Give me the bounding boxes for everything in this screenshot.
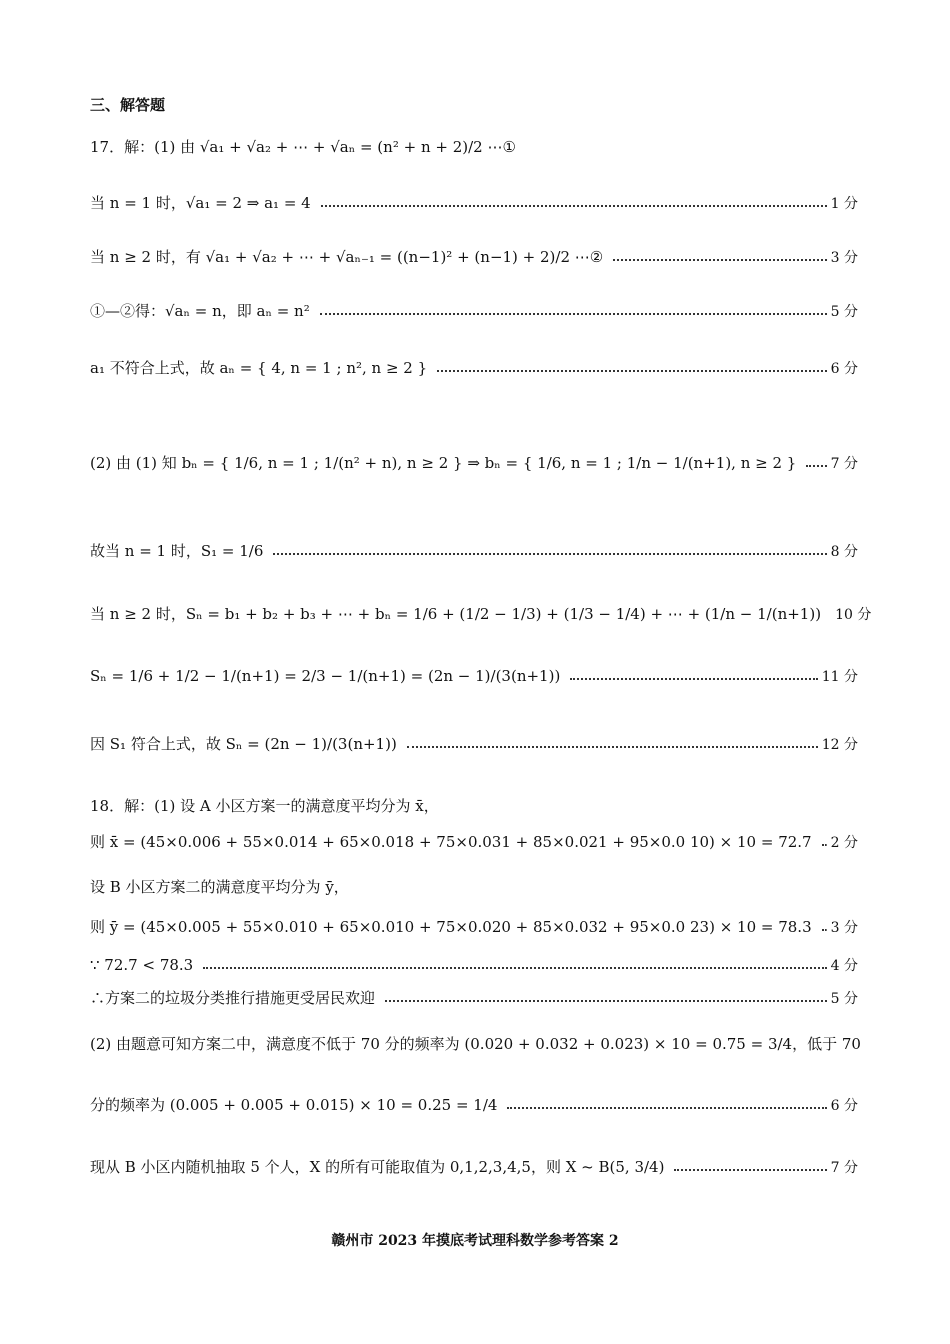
line-ybar-def: 设 B 小区方案二的满意度平均分为 ȳ， bbox=[90, 878, 349, 896]
line-n1: 当 n = 1 时，√a₁ = 2 ⇒ a₁ = 4 1 分 bbox=[90, 194, 858, 212]
line-sn-final: 因 S₁ 符合上式，故 Sₙ = (2n − 1)/(3(n+1)) 12 分 bbox=[90, 735, 858, 753]
line-bn: (2) 由 (1) 知 bₙ = { 1/6, n = 1 ; 1/(n² + n), n ≥ 2 } ⇒ bₙ = { 1/6, n = 1 ; 1/n − 1/(n+1), n ≥ 2 } 7 分 bbox=[90, 454, 858, 472]
line-n2: 当 n ≥ 2 时，有 √a₁ + √a₂ + ⋯ + √aₙ₋₁ = ((n−1)² + (n−1) + 2)/2 ⋯② 3 分 bbox=[90, 248, 858, 266]
line-freq-low: 分的频率为 (0.005 + 0.005 + 0.015) × 10 = 0.25 = 1/4 6 分 bbox=[90, 1096, 858, 1114]
line-ybar: 则 ȳ = (45×0.005 + 55×0.010 + 65×0.010 + 75×0.020 + 85×0.032 + 95×0.0 23) × 10 = 78.3 3 分 bbox=[90, 918, 858, 936]
line-s1: 故当 n = 1 时，S₁ = 1/6 8 分 bbox=[90, 542, 858, 560]
line-binomial: 现从 B 小区内随机抽取 5 个人，X 的所有可能取值为 0,1,2,3,4,5，则 X ~ B(5, 3/4) 7 分 bbox=[90, 1158, 858, 1176]
line-an-piecewise: a₁ 不符合上式，故 aₙ = { 4, n = 1 ; n², n ≥ 2 } 6 分 bbox=[90, 359, 858, 377]
line-sn-sum: 当 n ≥ 2 时，Sₙ = b₁ + b₂ + b₃ + ⋯ + bₙ = 1/6 + (1/2 − 1/3) + (1/3 − 1/4) + ⋯ + (1/n − 1/(n+1)) 10 分 bbox=[90, 605, 872, 623]
page-footer: 赣州市 2023 年摸底考试理科数学参考答案 2 bbox=[331, 1233, 619, 1249]
line-compare: ∵ 72.7 < 78.3 4 分 bbox=[90, 956, 858, 974]
line-xbar: 则 x̄ = (45×0.006 + 55×0.014 + 65×0.018 + 75×0.031 + 85×0.021 + 95×0.0 10) × 10 = 72.7 2 分 bbox=[90, 833, 858, 851]
section-title: 三、解答题 bbox=[90, 96, 166, 114]
line-17-intro: 17．解：(1) 由 √a₁ + √a₂ + ⋯ + √aₙ = (n² + n + 2)/2 ⋯① bbox=[90, 138, 516, 156]
line-conclusion: ∴方案二的垃圾分类推行措施更受居民欢迎 5 分 bbox=[90, 989, 858, 1007]
line-sn-result: Sₙ = 1/6 + 1/2 − 1/(n+1) = 2/3 − 1/(n+1) = (2n − 1)/(3(n+1)) 11 分 bbox=[90, 667, 858, 685]
line-18-intro: 18．解：(1) 设 A 小区方案一的满意度平均分为 x̄， bbox=[90, 797, 439, 815]
line-subtract: ①—②得：√aₙ = n，即 aₙ = n² 5 分 bbox=[90, 302, 858, 320]
line-freq-high: (2) 由题意可知方案二中，满意度不低于 70 分的频率为 (0.020 + 0.032 + 0.023) × 10 = 0.75 = 3/4，低于 70 bbox=[90, 1035, 861, 1053]
